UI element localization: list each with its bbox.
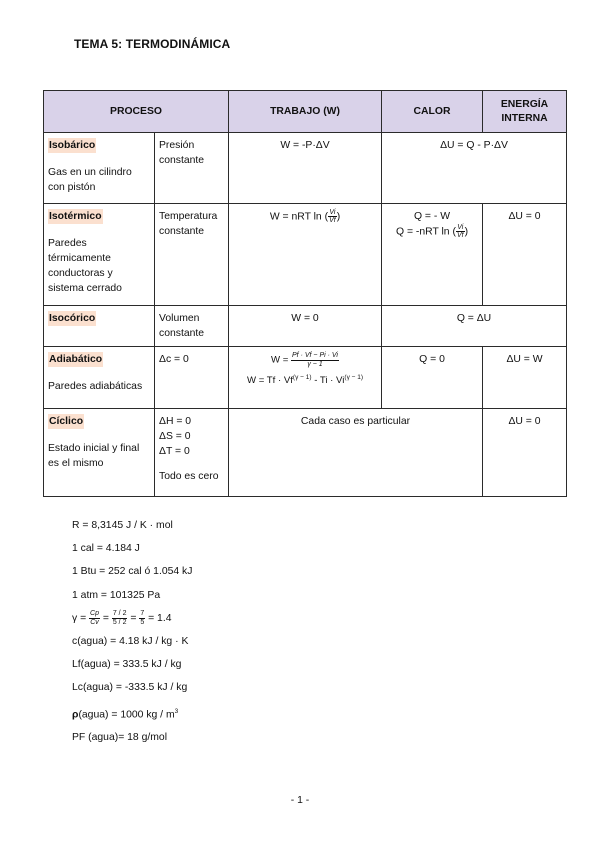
- constant-r: R = 8,3145 J / K · mol: [72, 520, 173, 531]
- work-adiabatico-line1: [233, 352, 377, 368]
- header-energia-interna: ENERGÍA INTERNA: [483, 91, 567, 133]
- fraction-numerator: 7 / 2: [112, 610, 127, 618]
- gamma-result: = 1.4: [145, 612, 172, 624]
- process-desc-isotermico: Paredes térmicamente conductoras y sistema cerrado: [48, 238, 122, 295]
- condition-ciclico: [155, 409, 229, 497]
- gamma-prefix: γ =: [72, 612, 90, 624]
- heat-isotermico-prefix: Q = -nRT ln (: [395, 226, 456, 238]
- constant-c-agua: c(agua) = 4.18 kJ / kg · K: [72, 636, 189, 648]
- process-desc-ciclico: Estado inicial y final es el mismo: [48, 443, 140, 470]
- fraction-denominator: Vf: [329, 217, 336, 225]
- heat-isotermico-fraction: [456, 224, 465, 240]
- work-isotermico-suffix: ): [336, 211, 341, 223]
- gamma-fraction-cp-cv: [89, 610, 100, 626]
- fraction-numerator: Pf · Vf − Pi · Vi: [292, 352, 338, 360]
- rho-exponent: 3: [174, 707, 179, 715]
- work-isocorico: W = 0: [229, 306, 382, 347]
- constant-lf-agua: Lf(agua) = 333.5 kJ / kg: [72, 659, 182, 671]
- constants-list: [72, 514, 192, 750]
- energy-ciclico: ΔU = 0: [483, 409, 567, 497]
- condition-isocorico: Volumen constante: [155, 306, 229, 347]
- constant-rho-agua: [72, 700, 192, 727]
- process-cell-isocorico: [44, 306, 155, 347]
- row-ciclico: [44, 409, 567, 497]
- process-name-isocorico: Isocórico: [48, 311, 96, 326]
- fraction-denominator: Cv: [90, 618, 99, 626]
- heat-isotermico-line2: [386, 224, 478, 240]
- condition-ciclico-s: ΔS = 0: [159, 431, 191, 443]
- header-calor: CALOR: [382, 91, 483, 133]
- gamma-fraction-7-2-5-2: [112, 610, 128, 626]
- process-name-ciclico: Cíclico: [48, 414, 84, 429]
- work-isotermico: [229, 204, 382, 306]
- heat-isotermico: [382, 204, 483, 306]
- exponent: (γ − 1): [344, 373, 364, 381]
- constant-pf-agua: PF (agua)= 18 g/mol: [72, 732, 168, 744]
- fraction-denominator: Vf: [456, 232, 464, 240]
- fraction-denominator: 5 / 2: [112, 618, 127, 626]
- condition-isobarico: Presión constante: [155, 133, 229, 204]
- work-isobarico: W = -P·ΔV: [229, 133, 382, 204]
- work-isotermico-prefix: W = nRT ln (: [269, 211, 329, 223]
- work-adiabatico: [229, 347, 382, 409]
- condition-ciclico-t: ΔT = 0: [159, 446, 190, 458]
- work-adiabatico-prefix: W =: [271, 354, 292, 366]
- heat-isotermico-suffix: ): [464, 226, 469, 238]
- rho-text: (agua) = 1000 kg / m: [78, 709, 175, 721]
- constant-atm: 1 atm = 101325 Pa: [72, 589, 161, 601]
- process-cell-isotermico: [44, 204, 155, 306]
- energy-isotermico: ΔU = 0: [483, 204, 567, 306]
- work-isotermico-fraction: [328, 209, 337, 225]
- heat-energy-isobarico: ΔU = Q - P·ΔV: [382, 133, 567, 204]
- process-name-adiabatico: Adiabático: [48, 352, 103, 367]
- fraction-denominator: 5: [140, 618, 145, 626]
- condition-isotermico: Temperatura constante: [155, 204, 229, 306]
- thermodynamics-table: [43, 90, 567, 497]
- constant-lc-agua: Lc(agua) = -333.5 kJ / kg: [72, 682, 188, 694]
- process-cell-isobarico: [44, 133, 155, 204]
- page-title: TEMA 5: TERMODINÁMICA: [74, 37, 231, 51]
- heat-adiabatico: Q = 0: [382, 347, 483, 409]
- exponent: (γ − 1): [292, 373, 312, 381]
- fraction-numerator: Cp: [90, 610, 99, 618]
- constant-btu: 1 Btu = 252 cal ó 1.054 kJ: [72, 566, 193, 578]
- energy-adiabatico: ΔU = W: [483, 347, 567, 409]
- fraction-numerator: Vi: [329, 209, 336, 216]
- work-adiabatico-term1: W = Tf · Vf: [246, 375, 293, 387]
- condition-ciclico-all: Todo es cero: [159, 471, 219, 483]
- work-adiabatico-fraction: [291, 352, 339, 368]
- header-trabajo: TRABAJO (W): [229, 91, 382, 133]
- process-desc-isobarico: Gas en un cilindro con pistón: [48, 167, 132, 194]
- condition-adiabatico: Δc = 0: [155, 347, 229, 409]
- process-name-isotermico: Isotérmico: [48, 209, 103, 224]
- constant-gamma: [72, 607, 192, 630]
- process-name-isobarico: Isobárico: [48, 138, 96, 153]
- row-isobarico: [44, 133, 567, 204]
- gamma-equals: =: [127, 612, 140, 624]
- process-desc-adiabatico: Paredes adiabáticas: [48, 381, 143, 393]
- row-isotermico: [44, 204, 567, 306]
- row-adiabatico: [44, 347, 567, 409]
- gamma-equals: =: [100, 612, 112, 624]
- heat-energy-isocorico: Q = ΔU: [382, 306, 567, 347]
- heat-isotermico-line1: Q = - W: [413, 211, 451, 222]
- header-proceso: PROCESO: [44, 91, 229, 133]
- page-number: - 1 -: [290, 795, 310, 806]
- header-row: [44, 91, 567, 133]
- process-cell-adiabatico: [44, 347, 155, 409]
- rho-symbol: ρ: [72, 709, 79, 721]
- fraction-denominator: γ − 1: [307, 360, 323, 368]
- constant-cal: 1 cal = 4.184 J: [72, 543, 140, 555]
- fraction-numerator: 7: [140, 610, 145, 618]
- process-cell-ciclico: [44, 409, 155, 497]
- fraction-numerator: Vi: [457, 224, 464, 232]
- condition-ciclico-h: ΔH = 0: [159, 416, 192, 428]
- work-adiabatico-term2: - Ti · Vi: [311, 375, 345, 387]
- work-adiabatico-line2: [233, 374, 377, 388]
- work-heat-ciclico: Cada caso es particular: [229, 409, 483, 497]
- row-isocorico: [44, 306, 567, 347]
